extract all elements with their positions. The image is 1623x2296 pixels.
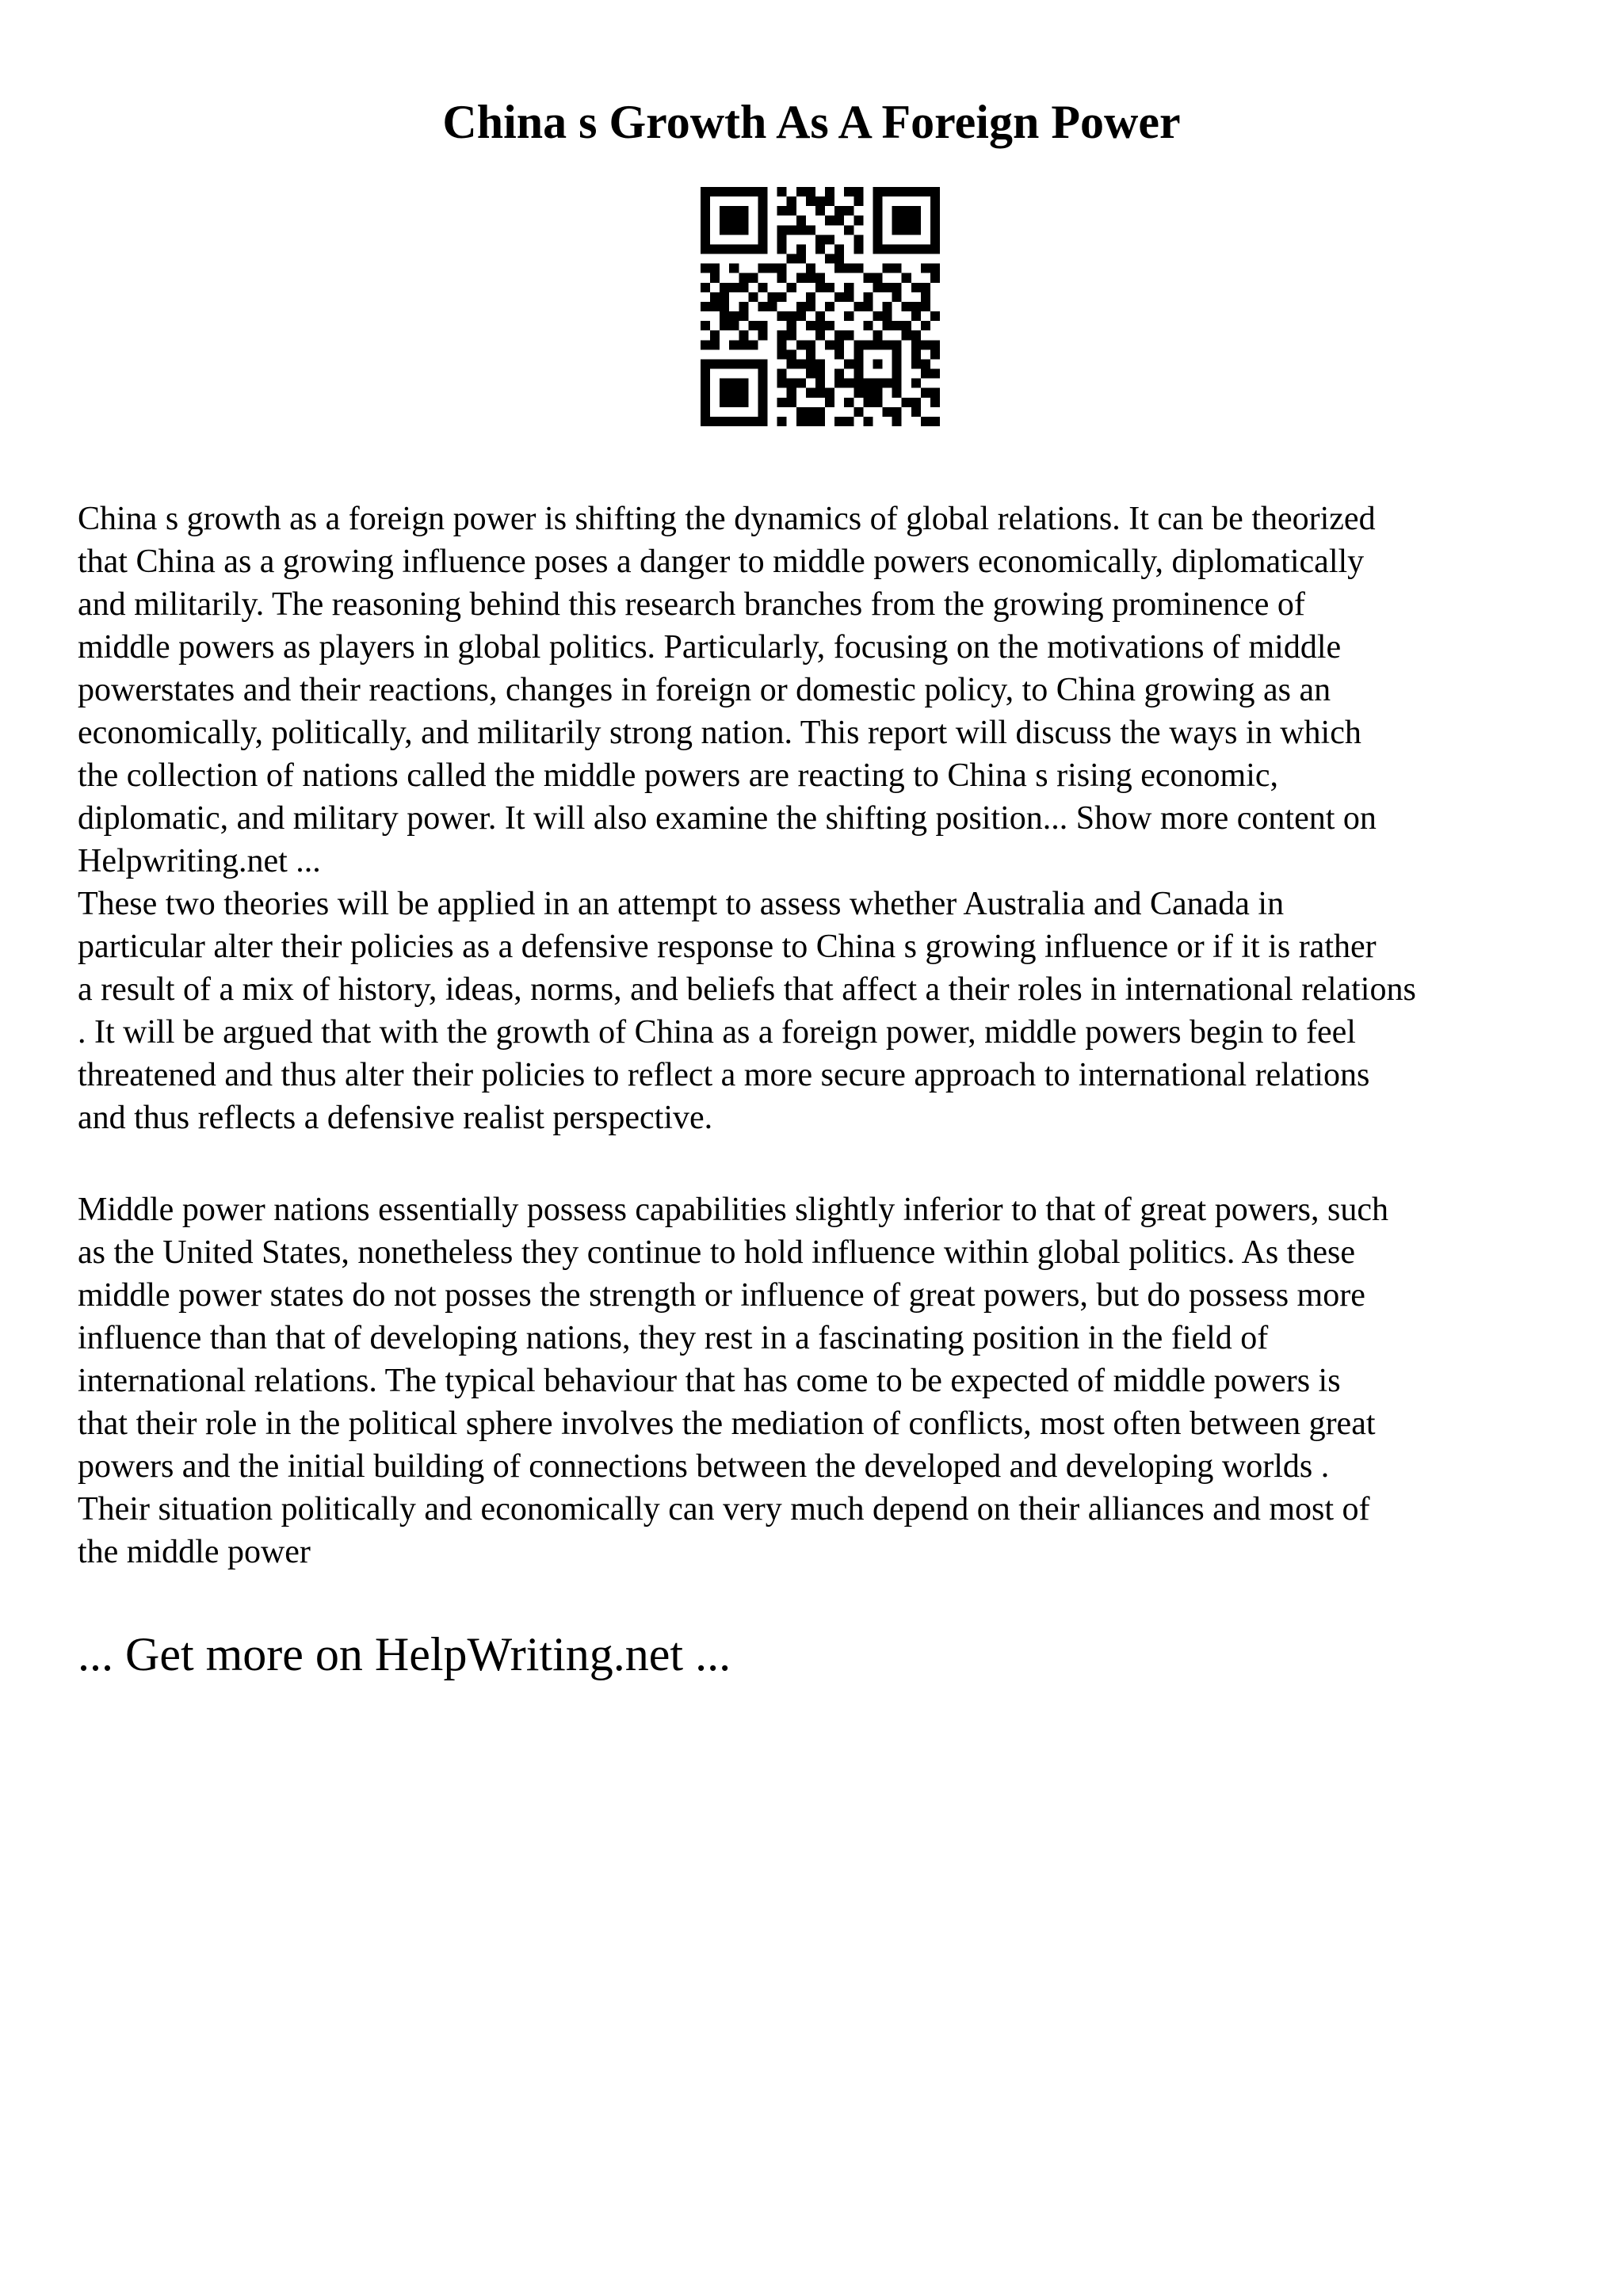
paragraph-line: powerstates and their reactions, changes in foreign or domestic policy, to China growing as an <box>78 672 1331 708</box>
get-more-link[interactable]: ... Get more on HelpWriting.net ... <box>78 1628 731 1680</box>
paragraph-1 <box>78 498 1575 1139</box>
page-title: China s Growth As A Foreign Power <box>442 96 1181 148</box>
paragraph-line: China s growth as a foreign power is shifting the dynamics of global relations. It can be theorized <box>78 501 1376 537</box>
paragraph-line: Their situation politically and economically can very much depend on their alliances and most of <box>78 1491 1370 1527</box>
paragraph-line: influence than that of developing nations, they rest in a fascinating position in the field of <box>78 1320 1269 1356</box>
paragraph-line: that China as a growing influence poses a danger to middle powers economically, diplomatically <box>78 543 1365 580</box>
paragraph-line: particular alter their policies as a defensive response to China s growing influence or if it is rather <box>78 929 1377 965</box>
paragraph-line: middle powers as players in global politics. Particularly, focusing on the motivations of middle <box>78 629 1342 666</box>
paragraph-line: diplomatic, and military power. It will also examine the shifting position... Show more content on <box>78 800 1377 837</box>
paragraph-line: as the United States, nonetheless they continue to hold influence within global politics. As these <box>78 1234 1356 1271</box>
paragraph-line: powers and the initial building of connections between the developed and developing worlds . <box>78 1448 1330 1485</box>
paragraph-line: the collection of nations called the middle powers are reacting to China s rising economic, <box>78 757 1279 794</box>
paragraph-line: economically, politically, and militarily strong nation. This report will discuss the ways in which <box>78 715 1361 751</box>
paragraph-line: and militarily. The reasoning behind this research branches from the growing prominence of <box>78 586 1305 623</box>
paragraph-line: . It will be argued that with the growth of China as a foreign power, middle powers begin to feel <box>78 1014 1356 1051</box>
paragraph-line: and thus reflects a defensive realist perspective. <box>78 1100 713 1136</box>
paragraph-line: middle power states do not posses the strength or influence of great powers, but do possess more <box>78 1277 1365 1314</box>
paragraph-line: Middle power nations essentially possess capabilities slightly inferior to that of great powers, such <box>78 1192 1388 1228</box>
paragraph-line: that their role in the political sphere involves the mediation of conflicts, most often between great <box>78 1405 1376 1442</box>
paragraph-line: These two theories will be applied in an attempt to assess whether Australia and Canada in <box>78 886 1285 922</box>
paragraph-line: a result of a mix of history, ideas, norms, and beliefs that affect a their roles in international relations <box>78 971 1416 1008</box>
paragraph-line: the middle power <box>78 1534 311 1570</box>
paragraph-2 <box>78 1188 1575 1573</box>
qr-code <box>701 187 940 426</box>
paragraph-line: threatened and thus alter their policies to reflect a more secure approach to international relations <box>78 1057 1370 1093</box>
paragraph-line: Helpwriting.net ... <box>78 843 321 879</box>
qr-code-graphic <box>701 187 940 426</box>
paragraph-line: international relations. The typical behaviour that has come to be expected of middle powers is <box>78 1363 1341 1399</box>
